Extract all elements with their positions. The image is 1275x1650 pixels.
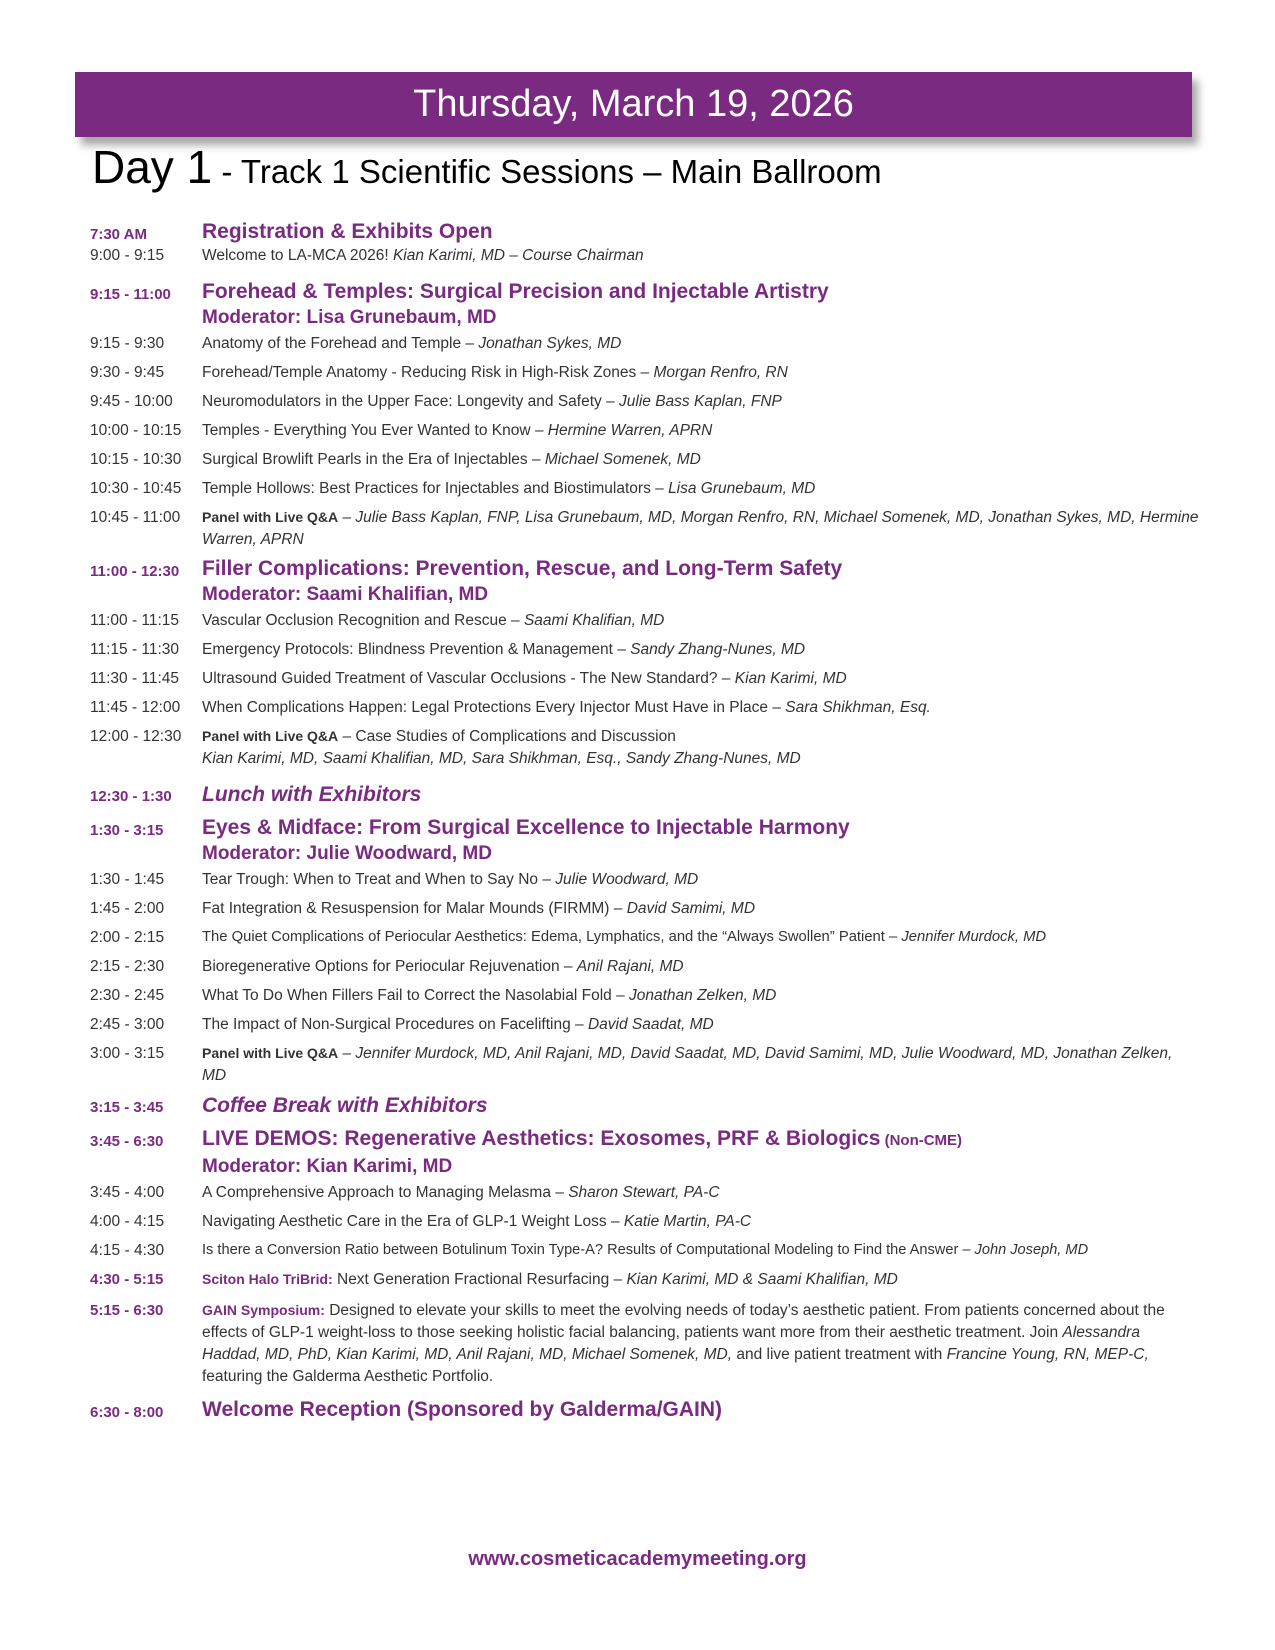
section-eyes-midface xyxy=(90,814,1200,869)
talk-time: 12:00 - 12:30 xyxy=(90,728,182,745)
talk-speaker: Lisa Grunebaum, MD xyxy=(668,480,816,497)
section-title-text: LIVE DEMOS: Regenerative Aesthetics: Exosomes, PRF & Biologics xyxy=(202,1127,881,1150)
section-live-demos xyxy=(90,1125,1200,1182)
talk-speaker: Kian Karimi, MD xyxy=(734,670,847,687)
schedule-row xyxy=(90,449,1200,478)
schedule-row xyxy=(90,333,1200,362)
talk-title: Temples - Everything You Ever Wanted to Know – xyxy=(202,422,548,439)
talk-title: The Impact of Non-Surgical Procedures on Facelifting – xyxy=(202,1016,588,1033)
talk-speaker: Katie Martin, PA-C xyxy=(623,1213,752,1230)
section-lunch xyxy=(90,780,1200,810)
talk-speaker: Jennifer Murdock, MD xyxy=(901,929,1047,945)
schedule-row xyxy=(90,668,1200,697)
talk-time: 10:15 - 10:30 xyxy=(90,451,182,468)
talk-title: Forehead/Temple Anatomy - Reducing Risk in High-Risk Zones – xyxy=(202,364,654,381)
talk-time: 3:00 - 3:15 xyxy=(90,1045,165,1062)
talk-time: 1:45 - 2:00 xyxy=(90,900,165,917)
panel-row xyxy=(90,507,1200,551)
talk-time: 11:45 - 12:00 xyxy=(90,699,181,716)
talk-speaker: David Saadat, MD xyxy=(587,1016,714,1033)
schedule-row xyxy=(90,420,1200,449)
section-moderator: Moderator: Lisa Grunebaum, MD xyxy=(202,307,497,328)
day-label: Day 1 xyxy=(92,141,213,193)
panel-row xyxy=(90,1043,1200,1087)
schedule-row xyxy=(90,898,1200,927)
symposium-speakers: Alessandra Haddad, MD, PhD, Kian Karimi, MD, Anil Rajani, MD, Michael Somenek, MD, xyxy=(202,1324,1140,1363)
schedule-row xyxy=(90,639,1200,668)
talk-time: 4:00 - 4:15 xyxy=(90,1213,165,1230)
section-registration xyxy=(90,218,1200,245)
schedule-row xyxy=(90,985,1200,1014)
talk-time: 2:45 - 3:00 xyxy=(90,1016,165,1033)
talk-title: Tear Trough: When to Treat and When to Say No – xyxy=(202,871,556,888)
talk-speaker: Hermine Warren, APRN xyxy=(547,422,713,439)
talk-speaker: Sharon Stewart, PA-C xyxy=(568,1184,720,1201)
talk-time: 1:30 - 1:45 xyxy=(90,871,165,888)
date-banner: Thursday, March 19, 2026 xyxy=(75,72,1192,137)
talk-time: 9:45 - 10:00 xyxy=(90,393,173,410)
talk-title: A Comprehensive Approach to Managing Melasma – xyxy=(202,1184,569,1201)
talk-time: 9:30 - 9:45 xyxy=(90,364,165,381)
symposium-text: and live patient treatment with xyxy=(732,1346,947,1363)
talk-speaker: Sandy Zhang-Nunes, MD xyxy=(630,641,806,658)
sponsored-row xyxy=(90,1269,1200,1298)
talk-time: 9:15 - 9:30 xyxy=(90,335,165,352)
talk-title: Bioregenerative Options for Periocular Rejuvenation – xyxy=(202,958,577,975)
panel-speakers: Jennifer Murdock, MD, Anil Rajani, MD, David Saadat, MD, David Samimi, MD, Julie Woodward, MD, Jonathan Zelken, MD xyxy=(202,1045,1173,1084)
talk-speaker: Morgan Renfro, RN xyxy=(653,364,788,381)
panel-label: Panel with Live Q&A xyxy=(202,728,339,744)
panel-row xyxy=(90,726,1200,770)
talk-speaker: Jonathan Zelken, MD xyxy=(629,987,777,1004)
talk-time: 4:30 - 5:15 xyxy=(90,1271,164,1288)
talk-speaker: Sara Shikhman, Esq. xyxy=(785,699,931,716)
section-title: Registration & Exhibits Open xyxy=(202,220,493,243)
symposium-speakers: Francine Young, RN, MEP-C, xyxy=(946,1346,1149,1363)
talk-speaker: Saami Khalifian, MD xyxy=(523,612,665,629)
schedule-row xyxy=(90,956,1200,985)
website-link[interactable]: www.cosmeticacademymeeting.org xyxy=(468,1548,807,1570)
talk-title: Anatomy of the Forehead and Temple – xyxy=(202,335,479,352)
talk-speaker: Anil Rajani, MD xyxy=(576,958,684,975)
panel-text: – Case Studies of Complications and Discussion xyxy=(338,728,676,745)
section-forehead-temples xyxy=(90,278,1200,333)
talk-time: 2:15 - 2:30 xyxy=(90,958,165,975)
talk-time: 11:15 - 11:30 xyxy=(90,641,180,658)
section-moderator: Moderator: Julie Woodward, MD xyxy=(202,843,492,864)
track-label: - Track 1 Scientific Sessions – Main Ballroom xyxy=(212,153,882,190)
symposium-row xyxy=(90,1300,1200,1388)
talk-time: 11:30 - 11:45 xyxy=(90,670,180,687)
section-time: 12:30 - 1:30 xyxy=(90,788,172,805)
schedule-row xyxy=(90,478,1200,507)
section-title: Welcome Reception (Sponsored by Galderma/GAIN) xyxy=(202,1398,723,1421)
schedule-row xyxy=(90,362,1200,391)
talk-title: Emergency Protocols: Blindness Prevention & Management – xyxy=(202,641,631,658)
schedule-row xyxy=(90,1182,1200,1211)
schedule-row xyxy=(90,245,1200,274)
sponsor-label: Sciton Halo TriBrid: xyxy=(202,1271,333,1287)
schedule-row xyxy=(90,391,1200,420)
talk-title: The Quiet Complications of Periocular Aesthetics: Edema, Lymphatics, and the “Always Swollen” Patient – xyxy=(202,929,902,945)
talk-title: Temple Hollows: Best Practices for Injectables and Biostimulators – xyxy=(202,480,669,497)
talk-speaker: Julie Woodward, MD xyxy=(555,871,699,888)
panel-text: – xyxy=(338,1045,356,1062)
section-title xyxy=(202,1125,1200,1154)
panel-speakers: Kian Karimi, MD, Saami Khalifian, MD, Sara Shikhman, Esq., Sandy Zhang-Nunes, MD xyxy=(202,750,801,767)
panel-label: Panel with Live Q&A xyxy=(202,1045,339,1061)
talk-title: Vascular Occlusion Recognition and Rescue – xyxy=(202,612,524,629)
talk-time: 10:00 - 10:15 xyxy=(90,422,182,439)
schedule-row xyxy=(90,1014,1200,1043)
section-time: 9:15 - 11:00 xyxy=(90,286,171,303)
talk-time: 5:15 - 6:30 xyxy=(90,1302,164,1319)
section-time: 3:45 - 6:30 xyxy=(90,1133,164,1150)
section-reception xyxy=(90,1396,1200,1423)
talk-time: 10:45 - 11:00 xyxy=(90,509,181,526)
section-coffee xyxy=(90,1091,1200,1121)
section-time: 6:30 - 8:00 xyxy=(90,1404,164,1421)
section-title: Coffee Break with Exhibitors xyxy=(202,1094,488,1117)
talk-speaker: Julie Bass Kaplan, FNP xyxy=(619,393,782,410)
section-title: Forehead & Temples: Surgical Precision and Injectable Artistry xyxy=(202,280,829,303)
panel-speakers: Julie Bass Kaplan, FNP, Lisa Grunebaum, MD, Morgan Renfro, RN, Michael Somenek, MD, Jonathan Sykes, MD, Hermine Warren, APRN xyxy=(202,509,1199,548)
talk-speaker: Kian Karimi, MD & Saami Khalifian, MD xyxy=(626,1271,898,1288)
section-title: Filler Complications: Prevention, Rescue, and Long-Term Safety xyxy=(202,557,843,580)
talk-title: Next Generation Fractional Resurfacing – xyxy=(332,1271,627,1288)
schedule-row xyxy=(90,869,1200,898)
symposium-label: GAIN Symposium: xyxy=(202,1302,325,1318)
panel-label: Panel with Live Q&A xyxy=(202,509,339,525)
talk-title: Fat Integration & Resuspension for Malar Mounds (FIRMM) – xyxy=(202,900,627,917)
section-time: 11:00 - 12:30 xyxy=(90,563,180,580)
talk-title: Neuromodulators in the Upper Face: Longevity and Safety – xyxy=(202,393,620,410)
panel-text: – xyxy=(338,509,356,526)
talk-title: What To Do When Fillers Fail to Correct the Nasolabial Fold – xyxy=(202,987,629,1004)
talk-speaker: David Samimi, MD xyxy=(626,900,756,917)
talk-title: Is there a Conversion Ratio between Botulinum Toxin Type-A? Results of Computational Modeling to Find the Answer – xyxy=(202,1242,975,1258)
section-filler-complications xyxy=(90,555,1200,610)
section-time: 1:30 - 3:15 xyxy=(90,822,164,839)
schedule-row xyxy=(90,610,1200,639)
schedule-row xyxy=(90,1211,1200,1240)
section-title: Lunch with Exhibitors xyxy=(202,783,422,806)
section-time: 7:30 AM xyxy=(90,226,147,243)
talk-speaker: Kian Karimi, MD – Course Chairman xyxy=(392,247,644,264)
symposium-text: featuring the Galderma Aesthetic Portfolio. xyxy=(202,1368,494,1385)
talk-title: Navigating Aesthetic Care in the Era of GLP-1 Weight Loss – xyxy=(202,1213,624,1230)
talk-speaker: John Joseph, MD xyxy=(974,1242,1089,1258)
schedule-row xyxy=(90,1240,1200,1269)
section-time: 3:15 - 3:45 xyxy=(90,1099,164,1116)
page-title xyxy=(92,140,882,194)
talk-title: Surgical Browlift Pearls in the Era of Injectables – xyxy=(202,451,545,468)
schedule-row xyxy=(90,927,1200,956)
section-moderator: Moderator: Kian Karimi, MD xyxy=(202,1156,453,1177)
section-moderator: Moderator: Saami Khalifian, MD xyxy=(202,584,489,605)
talk-time: 3:45 - 4:00 xyxy=(90,1184,165,1201)
talk-time: 11:00 - 11:15 xyxy=(90,612,180,629)
section-title: Eyes & Midface: From Surgical Excellence to Injectable Harmony xyxy=(202,816,850,839)
schedule-row xyxy=(90,697,1200,726)
symposium-text: Designed to elevate your skills to meet the evolving needs of today’s aesthetic patient. From patients concerned about the effects of GLP-1 weight-loss to those seeking holistic facial balancing, patients want more from their aesthetic treatment. Join xyxy=(202,1302,1165,1341)
talk-time: 4:15 - 4:30 xyxy=(90,1242,165,1259)
talk-time: 2:30 - 2:45 xyxy=(90,987,165,1004)
talk-speaker: Jonathan Sykes, MD xyxy=(478,335,622,352)
non-cme-note: (Non-CME) xyxy=(880,1132,963,1149)
schedule xyxy=(90,218,1200,1423)
talk-time: 9:00 - 9:15 xyxy=(90,247,165,264)
talk-title: When Complications Happen: Legal Protections Every Injector Must Have in Place – xyxy=(202,699,786,716)
talk-title: Ultrasound Guided Treatment of Vascular Occlusions - The New Standard? – xyxy=(202,670,735,687)
talk-speaker: Michael Somenek, MD xyxy=(544,451,701,468)
talk-time: 10:30 - 10:45 xyxy=(90,480,182,497)
talk-title: Welcome to LA-MCA 2026! xyxy=(202,247,393,264)
talk-time: 2:00 - 2:15 xyxy=(90,929,165,946)
